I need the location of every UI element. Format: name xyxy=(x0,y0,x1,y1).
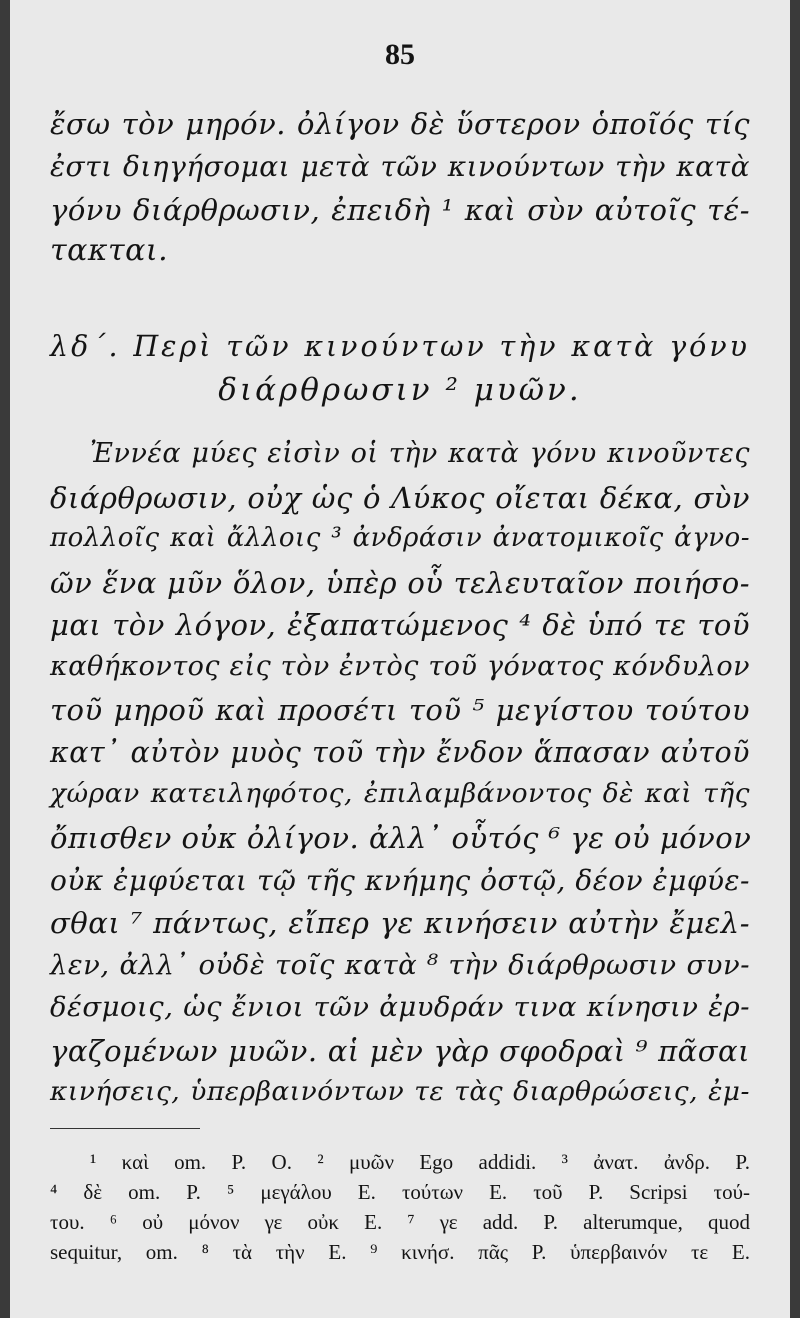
footnote-line: sequitur, om. ⁸ τὰ τὴν E. ⁹ κινήσ. πᾶς P. ὑπερβαινόν τε E. xyxy=(50,1240,750,1264)
text-line: μαι τὸν λόγον, ἐξαπατώμενος ⁴ δὲ ὑπό τε τοῦ xyxy=(50,608,750,642)
book-page xyxy=(10,0,790,1318)
section-heading: λδ΄. Περὶ τῶν κινούντων τὴν κατὰ γόνυ xyxy=(50,330,750,363)
text-line: γαζομένων μυῶν. αἱ μὲν γὰρ σφοδραὶ ⁹ πᾶσαι xyxy=(50,1034,750,1068)
text-line: οὐκ ἐμφύεται τῷ τῆς κνήμης ὀστῷ, δέον ἐμφύε- xyxy=(50,864,750,897)
text-line: πολλοῖς καὶ ἄλλοις ³ ἀνδράσιν ἀνατομικοῖς ἀγνο- xyxy=(50,523,750,553)
text-line: γόνυ διάρθρωσιν, ἐπειδὴ ¹ καὶ σὺν αὐτοῖς τέ- xyxy=(50,193,750,227)
text-line: διάρθρωσιν, οὐχ ὡς ὁ Λύκος οἴεται δέκα, σὺν xyxy=(50,481,750,515)
text-line: ῶν ἕνα μῦν ὅλον, ὑπὲρ οὗ τελευταῖον ποιήσο- xyxy=(50,566,750,600)
section-heading-continued: διάρθρωσιν ² μυῶν. xyxy=(218,372,582,408)
text-line: λεν, ἀλλ᾽ οὐδὲ τοῖς κατὰ ⁸ τὴν διάρθρωσιν συν- xyxy=(50,949,750,981)
text-line: τακται. xyxy=(50,233,169,268)
text-line: κινήσεις, ὑπερβαινόντων τε τὰς διαρθρώσεις, ἐμ- xyxy=(50,1076,750,1107)
text-line: ἐστι διηγήσομαι μετὰ τῶν κινούντων τὴν κατὰ xyxy=(50,150,750,183)
text-line: δέσμοις, ὡς ἔνιοι τῶν ἀμυδράν τινα κίνησιν ἐρ- xyxy=(50,991,750,1023)
text-line: Ἐννέα μύες εἰσὶν οἱ τὴν κατὰ γόνυ κινοῦντες xyxy=(90,438,750,469)
text-line: τοῦ μηροῦ καὶ προσέτι τοῦ ⁵ μεγίστου τούτου xyxy=(50,693,750,727)
text-line: χώραν κατειληφότος, ἐπιλαμβάνοντος δὲ καὶ τῆς xyxy=(50,778,750,809)
footnote-line: του. ⁶ οὐ μόνον γε οὐκ E. ⁷ γε add. P. alterumque, quod xyxy=(50,1210,750,1234)
page-number: 85 xyxy=(385,38,415,71)
text-line: σθαι ⁷ πάντως, εἴπερ γε κινήσειν αὐτὴν ἔμελ- xyxy=(50,906,750,940)
text-line: ὄπισθεν οὐκ ὀλίγον. ἀλλ᾽ οὗτός ⁶ γε οὐ μόνον xyxy=(50,821,752,855)
text-line: ἔσω τὸν μηρόν. ὀλίγον δὲ ὕστερον ὁποῖός τίς xyxy=(50,107,750,141)
text-line: καθήκοντος εἰς τὸν ἐντὸς τοῦ γόνατος κόνδυλον xyxy=(50,651,750,682)
footnote-line: ⁴ δὲ om. P. ⁵ μεγάλου E. τούτων E. τοῦ P. Scripsi τού- xyxy=(50,1180,750,1204)
footnote-rule xyxy=(50,1128,200,1129)
footnote-line: ¹ καὶ om. P. O. ² μυῶν Ego addidi. ³ ἀνατ. ἀνδρ. P. xyxy=(90,1150,750,1174)
text-line: κατ᾽ αὐτὸν μυὸς τοῦ τὴν ἔνδον ἅπασαν αὐτοῦ xyxy=(50,736,750,769)
